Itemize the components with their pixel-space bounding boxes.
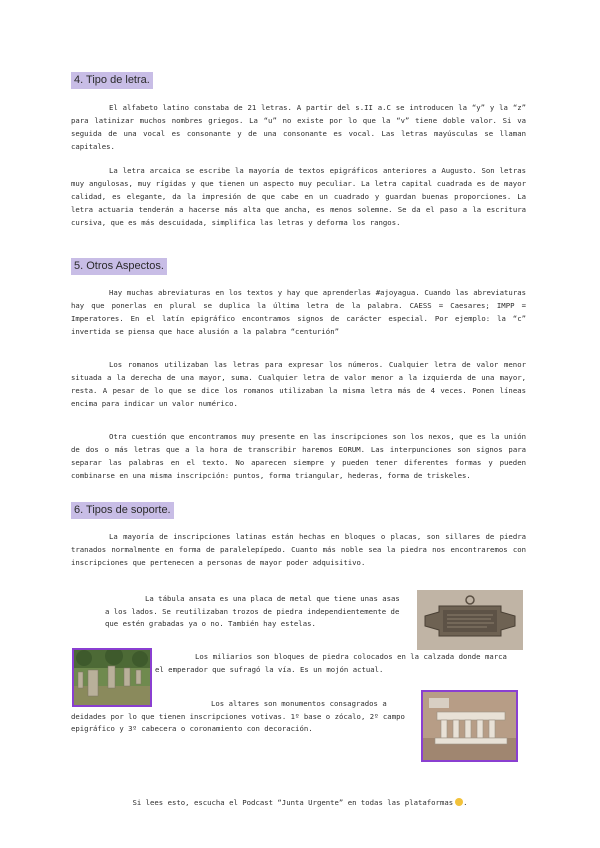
altares-image (421, 690, 518, 762)
footer-note (0, 798, 600, 807)
section-5-paragraph-3 (71, 430, 526, 482)
section-6-paragraph-1-text: La mayoría de inscripciones latinas están hechas en bloques o placas, son sillares de piedra tranados normalmente en forma de paralelepípedo. Cuanto más noble sea la piedra nos encontraremos con inscripciones que pertenecen a personas de mayor poder adquisitivo. (71, 532, 526, 567)
smile-emoji-icon (455, 798, 463, 806)
section-6-paragraph-1 (71, 530, 526, 569)
section-4-paragraph-1 (71, 101, 526, 153)
section-5-paragraph-1-text: Hay muchas abreviaturas en los textos y hay que aprenderlas #ajoyagua. Cuando las abreviaturas hay que ponerlas en plural se duplica la última letra de la palabra. CAESS = Caesares; IMPP = Imperatores. En el latín epigráfico encontramos signos de carácter especial. Por ejemplo: la “c” invertida se piensa que hace alusión a la palabra “centurión” (71, 288, 526, 336)
section-5-paragraph-1 (71, 286, 526, 338)
section-4-paragraph-2 (71, 164, 526, 229)
section-5-paragraph-2 (71, 358, 526, 410)
tabula-ansata-text: La tábula ansata es una placa de metal que tiene unas asas a los lados. Se reutilizaban trozos de piedra independientemente de que estén grabadas ya o no. También hay estelas. (105, 594, 400, 628)
section-4-heading: 4. Tipo de letra. (71, 72, 153, 89)
section-4-paragraph-2-text: La letra arcaica se escribe la mayoría de textos epigráficos anteriores a Augusto. Son letras muy angulosas, muy rígidas y que tienen un aspecto muy peculiar. La letra capital cuadrada es de mayor calidad, es elegante, da la impresión de que cabe en un cuadrado y guardan buenas proporciones. La letra actuaria tenderán a hacerse más alta que ancha, es menos solemne. Se da el paso a la escritura cursiva, que es más descuidada, simplifica las letras y deforma los rangos. (71, 166, 526, 227)
altares-text: Los altares son monumentos consagrados a deidades por lo que tienen inscripciones votivas. 1º base o zócalo, 2º campo epigráfico y 3º cabecera o coronamiento con decoración. (71, 699, 405, 733)
section-5-paragraph-2-text: Los romanos utilizaban las letras para expresar los números. Cualquier letra de valor menor situada a la derecha de una mayor, suma. Cualquier letra de valor menor a la izquierda de una mayor, resta. A pesar de lo que se dice los romanos utilizaban la misma letra más de 4 veces. Ponen líneas encima para indicar un valor numérico. (71, 360, 526, 408)
tabula-ansata-image (417, 590, 523, 650)
section-5-heading: 5. Otros Aspectos. (71, 258, 167, 275)
footer-text: Si lees esto, escucha el Podcast “Junta Urgente” en todas las plataformas (132, 798, 454, 807)
section-5-paragraph-3-text: Otra cuestión que encontramos muy presente en las inscripciones son los nexos, que es la unión de dos o más letras que a la hora de transcribir haremos EORUM. Las interpunciones son signos para separar las palabras en el texto. No aparecen siempre y pueden tener diferentes formas y pueden combinarse en una misma inscripción: puntos, forma triangular, hederas, forma de triskeles. (71, 432, 526, 480)
section-4-paragraph-1-text: El alfabeto latino constaba de 21 letras. A partir del s.II a.C se introducen la “y” y la “z” para latinizar muchos nombres griegos. La “u” no existe por lo que la “v” tiene doble valor. Si va seguida de una vocal es consonante y de una consonante es vocal. Las letras mayúsculas se llaman capitales. (71, 103, 526, 151)
miliarios-text: Los miliarios son bloques de piedra colocados en la calzada donde marca el emperador que sufragó la vía. Es un mojón actual. (155, 652, 507, 674)
footer-period: . (463, 798, 468, 807)
section-6-heading: 6. Tipos de soporte. (71, 502, 174, 519)
